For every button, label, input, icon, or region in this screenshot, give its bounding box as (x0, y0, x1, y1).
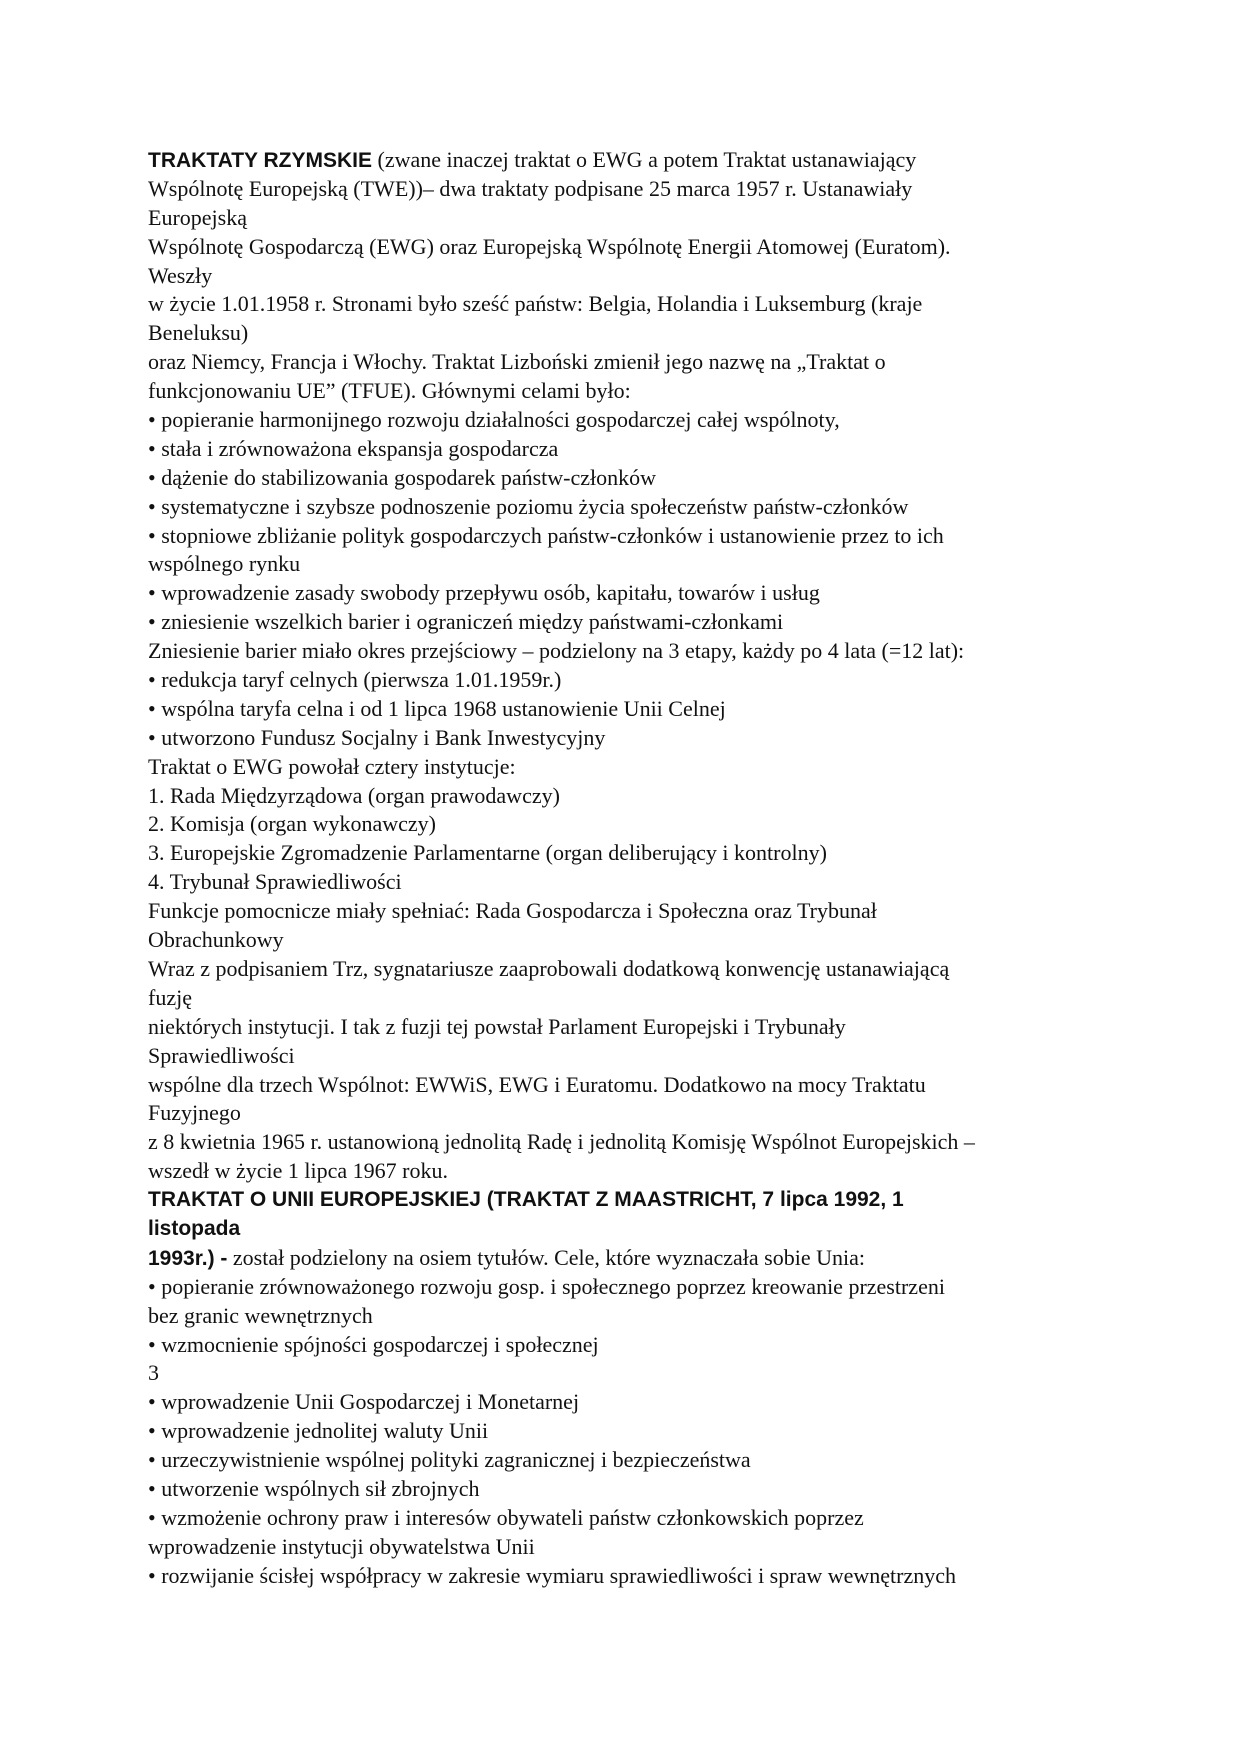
text-line: wszedł w życie 1 lipca 1967 roku. (148, 1158, 448, 1184)
text-line: Wspólnotę Europejską (TWE))– dwa traktaty podpisane 25 marca 1957 r. Ustanawiały (148, 175, 913, 201)
text-span: (zwane inaczej traktat o EWG a potem Traktat ustanawiający (372, 147, 917, 172)
bullet-item: • dążenie do stabilizowania gospodarek państw-członków (148, 464, 657, 490)
numbered-item: 2. Komisja (organ wykonawczy) (148, 811, 436, 837)
bullet-item: • rozwijanie ścisłej współpracy w zakresie wymiaru sprawiedliwości i spraw wewnętrznych (148, 1562, 956, 1588)
text-line: wspólne dla trzech Wspólnot: EWWiS, EWG i Euratomu. Dodatkowo na mocy Traktatu (148, 1071, 926, 1097)
bullet-item: • wprowadzenie Unii Gospodarczej i Monetarnej (148, 1389, 580, 1415)
text-line: Zniesienie barier miało okres przejściowy – podzielony na 3 etapy, każdy po 4 lata (=12 lat): (148, 638, 965, 664)
bullet-item: • popieranie harmonijnego rozwoju działalności gospodarczej całej wspólnoty, (148, 407, 840, 433)
text-line: z 8 kwietnia 1965 r. ustanowioną jednolitą Radę i jednolitą Komisję Wspólnot Europejskich – (148, 1129, 975, 1155)
text-line: niektórych instytucji. I tak z fuzji tej powstał Parlament Europejski i Trybunały (148, 1013, 846, 1039)
page-number: 3 (148, 1360, 159, 1386)
bullet-item: • wprowadzenie zasady swobody przepływu osób, kapitału, towarów i usług (148, 580, 820, 606)
numbered-item: 4. Trybunał Sprawiedliwości (148, 869, 402, 895)
bullet-item: • redukcja taryf celnych (pierwsza 1.01.1959r.) (148, 667, 562, 693)
text-line: Weszły (148, 262, 213, 288)
bullet-item: • wprowadzenie jednolitej waluty Unii (148, 1418, 489, 1444)
heading-line (148, 146, 1098, 175)
bullet-item: • stała i zrównoważona ekspansja gospodarcza (148, 435, 559, 461)
bullet-item: • utworzono Fundusz Socjalny i Bank Inwestycyjny (148, 724, 606, 750)
text-line: funkcjonowaniu UE” (TFUE). Głównymi celami było: (148, 378, 631, 404)
bullet-item: • wspólna taryfa celna i od 1 lipca 1968 ustanowienie Unii Celnej (148, 695, 726, 721)
text-line: wspólnego rynku (148, 551, 301, 577)
bullet-item: • systematyczne i szybsze podnoszenie poziomu życia społeczeństw państw-członków (148, 493, 909, 519)
bullet-item: • wzmożenie ochrony praw i interesów obywateli państw członkowskich poprzez (148, 1504, 864, 1530)
bullet-item: • popieranie zrównoważonego rozwoju gosp. i społecznego poprzez kreowanie przestrzeni (148, 1273, 945, 1299)
text-line: Sprawiedliwości (148, 1042, 295, 1068)
text-line: oraz Niemcy, Francja i Włochy. Traktat Lizboński zmienił jego nazwę na „Traktat o (148, 349, 886, 375)
text-line: Wspólnotę Gospodarczą (EWG) oraz Europejską Wspólnotę Energii Atomowej (Euratom). (148, 233, 951, 259)
section-title-treaties-of-rome: TRAKTATY RZYMSKIE (148, 149, 372, 172)
bullet-item: • stopniowe zbliżanie polityk gospodarczych państw-członków i ustanowienie przez to ich (148, 522, 944, 548)
text-line: Obrachunkowy (148, 927, 284, 953)
text-line: Wraz z podpisaniem Trz, sygnatariusze zaaprobowali dodatkową konwencję ustanawiającą (148, 955, 950, 981)
bullet-item: • zniesienie wszelkich barier i ograniczeń między państwami-członkami (148, 609, 784, 635)
text-line: Traktat o EWG powołał cztery instytucje: (148, 753, 516, 779)
text-line: Beneluksu) (148, 320, 249, 346)
section-title-maastricht: TRAKTAT O UNII EUROPEJSKIEJ (TRAKTAT Z MAASTRICHT, 7 lipca 1992, 1 (148, 1188, 904, 1212)
text-line: fuzję (148, 984, 192, 1010)
text-span: został podzielony na osiem tytułów. Cele, które wyznaczała sobie Unia: (227, 1244, 865, 1270)
text-line: wprowadzenie instytucji obywatelstwa Unii (148, 1533, 535, 1559)
numbered-item: 1. Rada Międzyrządowa (organ prawodawczy) (148, 782, 560, 808)
section-title-maastricht-cont: listopada (148, 1216, 241, 1240)
bullet-item: • wzmocnienie spójności gospodarczej i społecznej (148, 1331, 599, 1357)
text-line: Fuzyjnego (148, 1100, 241, 1126)
document-page (148, 146, 1098, 1591)
numbered-item: 3. Europejskie Zgromadzenie Parlamentarne (organ deliberujący i kontrolny) (148, 840, 827, 866)
text-line: Europejską (148, 204, 247, 230)
bullet-item: • utworzenie wspólnych sił zbrojnych (148, 1475, 480, 1501)
text-line: bez granic wewnętrznych (148, 1302, 373, 1328)
section-title-maastricht-date: 1993r.) - (148, 1246, 228, 1270)
text-line: Funkcje pomocnicze miały spełniać: Rada Gospodarcza i Społeczna oraz Trybunał (148, 898, 877, 924)
text-line: w życie 1.01.1958 r. Stronami było sześć państw: Belgia, Holandia i Luksemburg (kraje (148, 291, 923, 317)
heading-line (148, 1244, 1098, 1273)
bullet-item: • urzeczywistnienie wspólnej polityki zagranicznej i bezpieczeństwa (148, 1447, 751, 1473)
